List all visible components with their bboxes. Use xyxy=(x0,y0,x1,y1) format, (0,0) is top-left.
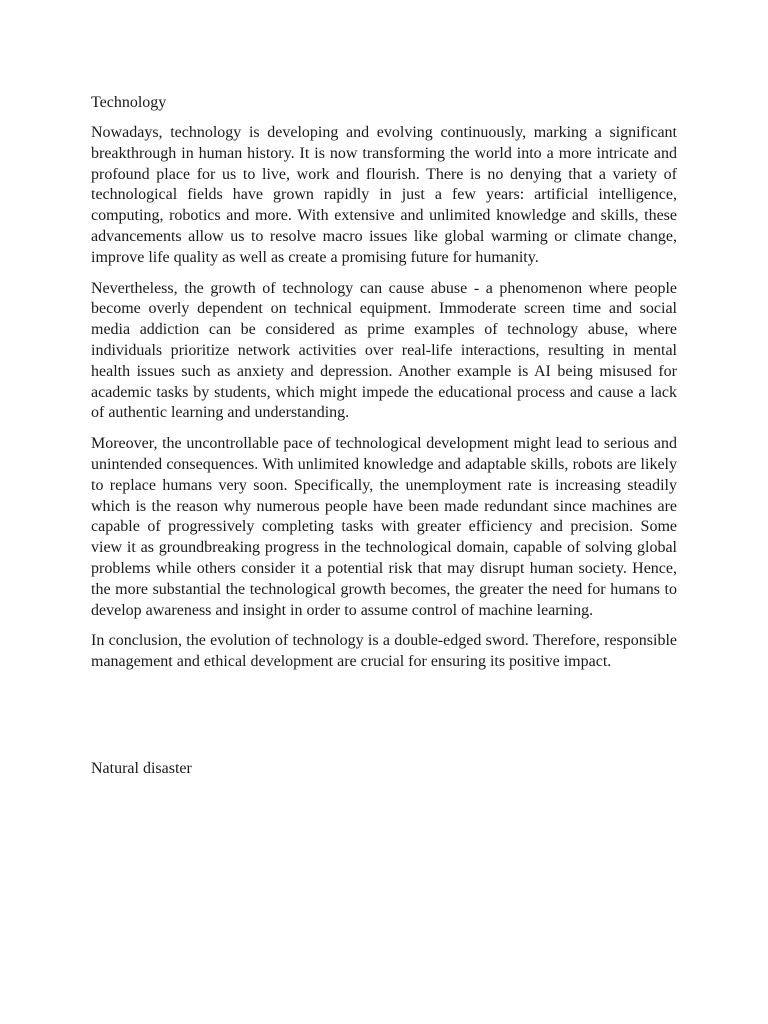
paragraph-conclusion: In conclusion, the evolution of technology is a double-edged sword. Therefore, responsible management and ethical development are crucial for ensuring its positive impact. xyxy=(91,632,677,671)
paragraph-intro: Nowadays, technology is developing and evolving continuously, marking a significant breakthrough in human history. It is now transforming the world into a more intricate and profound place for us to live, work and flourish. There is no denying that a variety of technological fields have grown rapidly in just a few years: artificial intelligence, computing, robotics and more. With extensive and unlimited knowledge and skills, these advancements allow us to resolve macro issues like global warming or climate change, improve life quality as well as create a promising future for humanity. xyxy=(91,124,677,266)
section-heading-natural-disaster: Natural disaster xyxy=(91,760,192,777)
paragraph-abuse: Nevertheless, the growth of technology can cause abuse - a phenomenon where people become overly dependent on technical equipment. Immoderate screen time and social media addiction can be considered as prime examples of technology abuse, where individuals prioritize network activities over real-life interactions, resulting in mental health issues such as anxiety and depression. Another example is AI being misused for academic tasks by students, which might impede the educational process and cause a lack of authentic learning and understanding. xyxy=(91,279,677,422)
document-title: Technology xyxy=(91,94,167,111)
document-page xyxy=(91,92,677,777)
paragraph-consequences: Moreover, the uncontrollable pace of technological development might lead to serious and unintended consequences. With unlimited knowledge and adaptable skills, robots are likely to replace humans very soon. Specifically, the unemployment rate is increasing steadily which is the reason why numerous people have been made redundant since machines are capable of progressively completing tasks with greater efficiency and precision. Some view it as groundbreaking progress in the technological domain, capable of solving global problems while others consider it a potential risk that may disrupt human society. Hence, the more substantial the technological growth becomes, the greater the need for humans to develop awareness and insight in order to assume control of machine learning. xyxy=(91,435,677,619)
